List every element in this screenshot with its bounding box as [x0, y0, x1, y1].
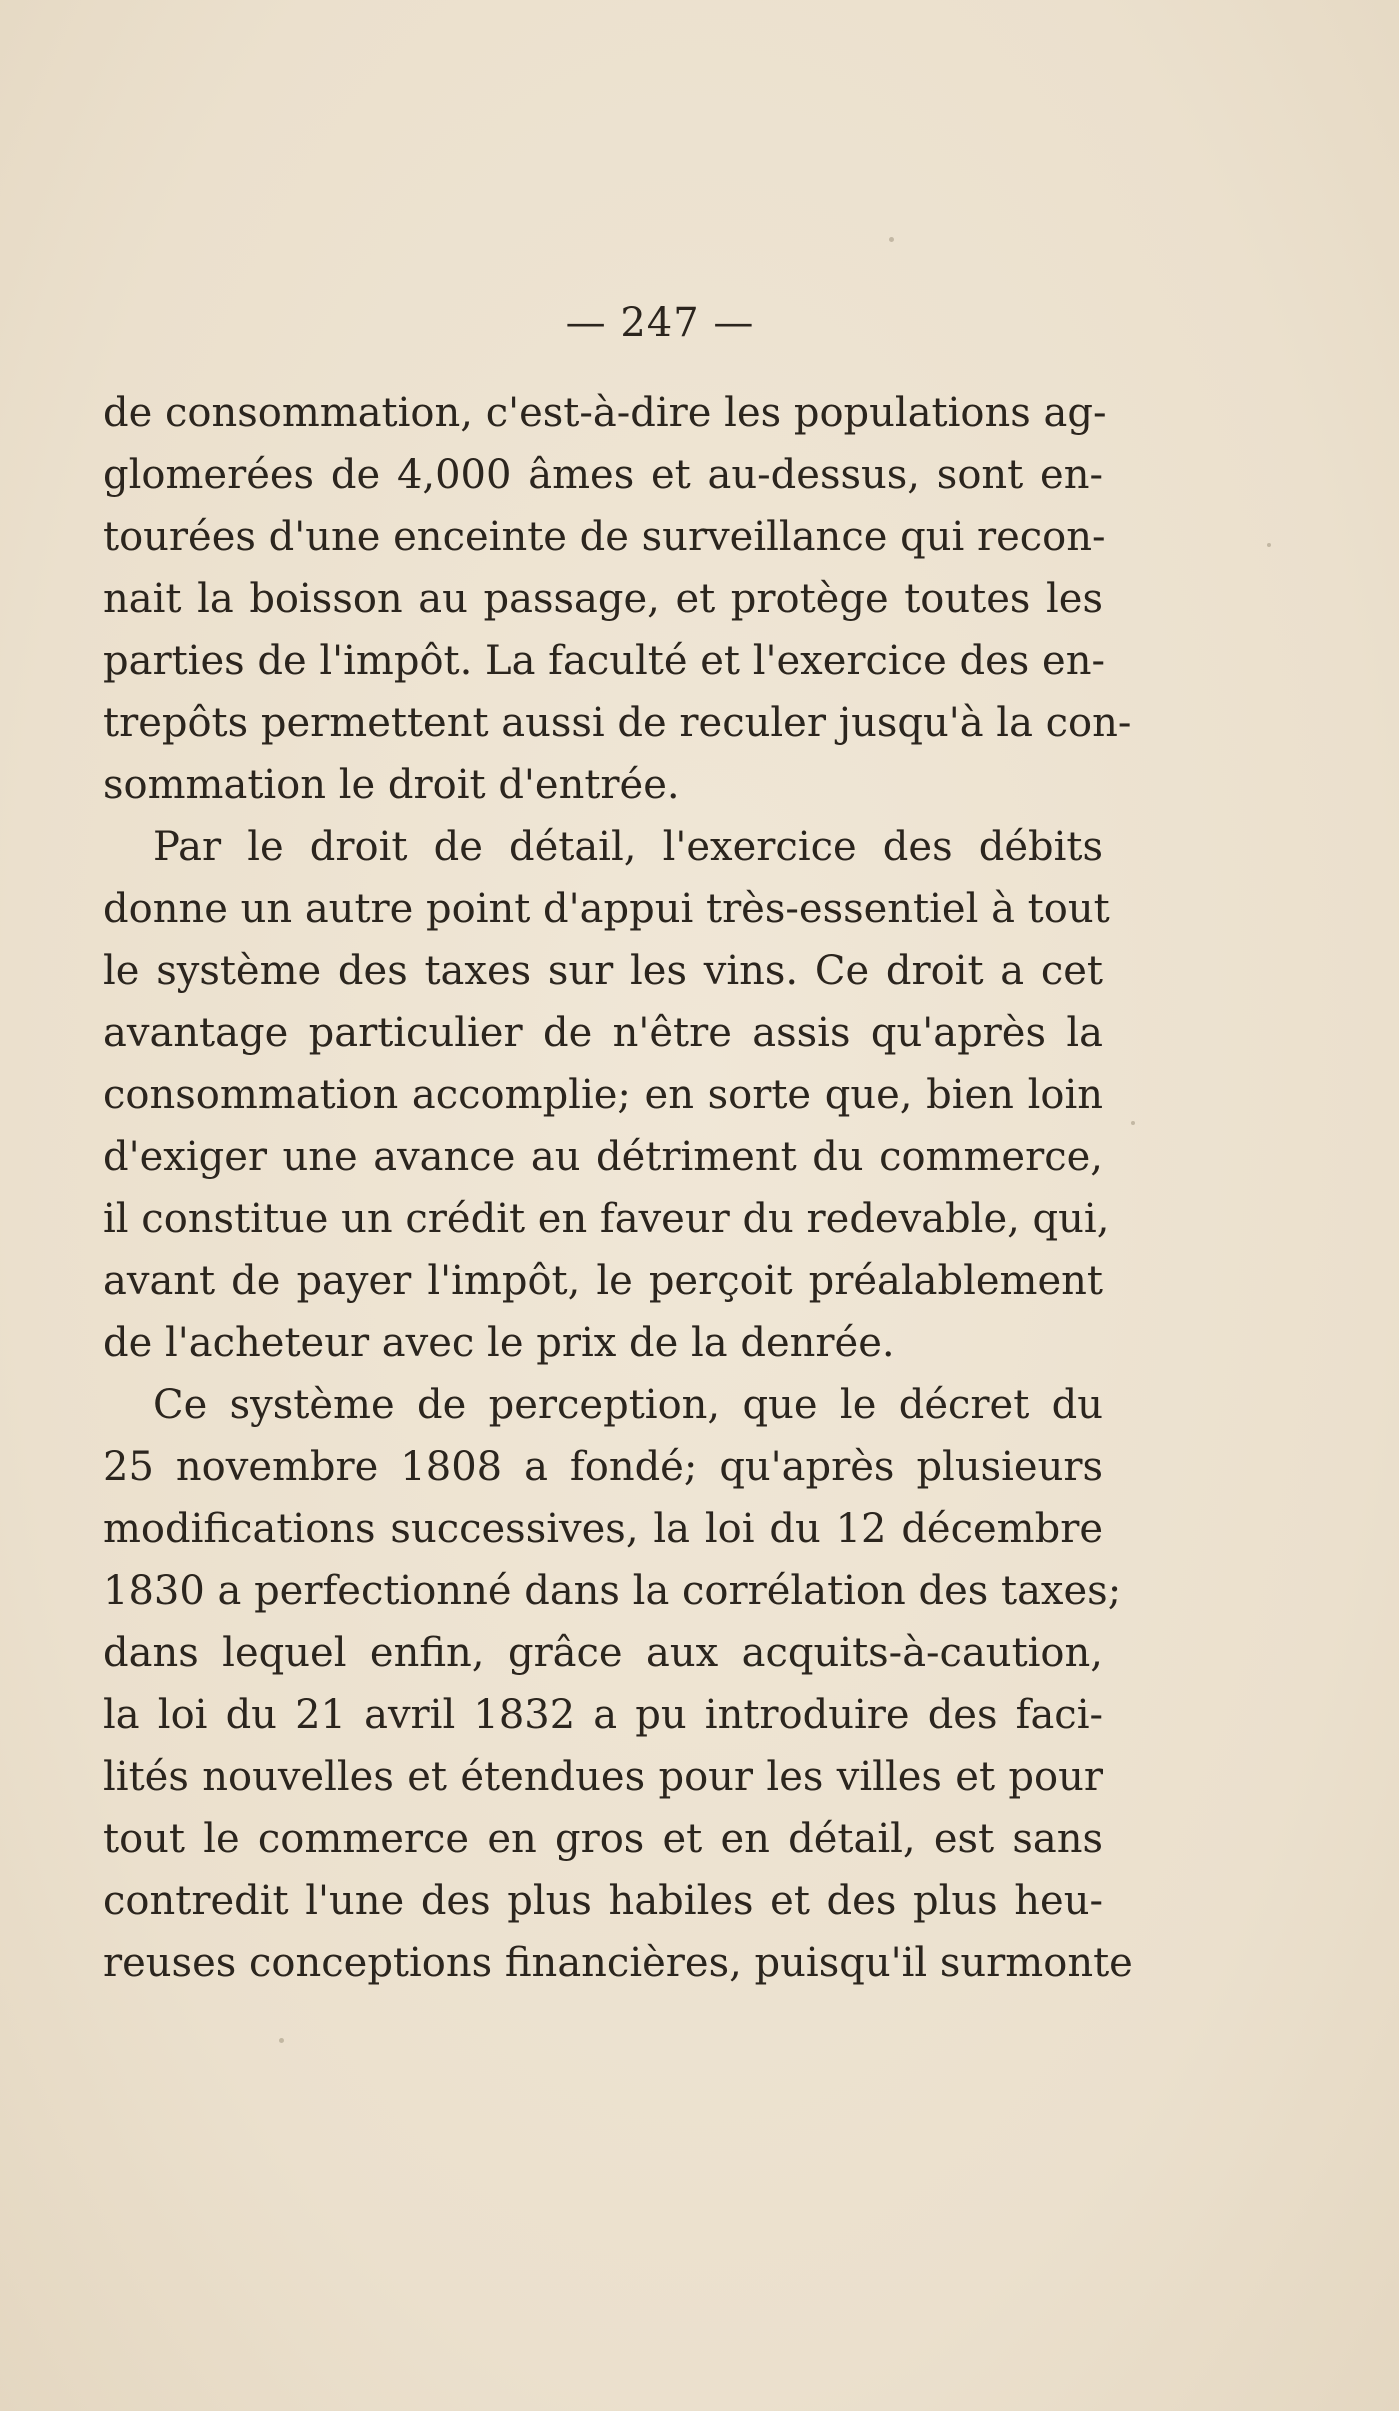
text-line: Ce système de perception, que le décret du [153, 1382, 1103, 1428]
text-line: avant de payer l'impôt, le perçoit préalablement [103, 1258, 1103, 1304]
text-line: le système des taxes sur les vins. Ce droit a cet [103, 948, 1103, 994]
text-line: la loi du 21 avril 1832 a pu introduire des faci- [103, 1692, 1103, 1738]
text-line: contredit l'une des plus habiles et des plus heu- [103, 1878, 1103, 1924]
text-line: de consommation, c'est-à-dire les populations ag- [103, 390, 1107, 436]
text-line: lités nouvelles et étendues pour les villes et pour [103, 1754, 1103, 1800]
text-line: nait la boisson au passage, et protège toutes les [103, 576, 1103, 622]
text-line: dans lequel enfin, grâce aux acquits-à-caution, [103, 1630, 1103, 1676]
text-line: glomerées de 4,000 âmes et au-dessus, sont en- [103, 452, 1103, 498]
paper-speck [889, 237, 894, 242]
text-line: tout le commerce en gros et en détail, est sans [103, 1816, 1103, 1862]
text-line: consommation accomplie; en sorte que, bien loin [103, 1072, 1103, 1118]
text-line: parties de l'impôt. La faculté et l'exercice des en- [103, 638, 1105, 684]
text-line: donne un autre point d'appui très-essentiel à tout [103, 886, 1110, 932]
text-line: avantage particulier de n'être assis qu'après la [103, 1010, 1103, 1056]
text-line: trepôts permettent aussi de reculer jusqu'à la con- [103, 700, 1132, 746]
text-line: d'exiger une avance au détriment du commerce, [103, 1134, 1103, 1180]
body-text [103, 382, 1133, 1994]
text-line: de l'acheteur avec le prix de la denrée. [103, 1320, 895, 1366]
page-number: — 247 — [565, 300, 755, 346]
text-line: Par le droit de détail, l'exercice des débits [153, 824, 1103, 870]
paper-speck [1131, 1121, 1135, 1125]
paper-speck [279, 2038, 284, 2043]
text-line: reuses conceptions financières, puisqu'il surmonte [103, 1940, 1133, 1986]
text-line: il constitue un crédit en faveur du redevable, qui, [103, 1196, 1110, 1242]
text-line: tourées d'une enceinte de surveillance qui recon- [103, 514, 1106, 560]
text-line: modifications successives, la loi du 12 décembre [103, 1506, 1103, 1552]
text-line: 25 novembre 1808 a fondé; qu'après plusieurs [103, 1444, 1103, 1490]
text-line: 1830 a perfectionné dans la corrélation des taxes; [103, 1568, 1122, 1614]
text-line: sommation le droit d'entrée. [103, 762, 680, 808]
paper-speck [1267, 543, 1271, 547]
